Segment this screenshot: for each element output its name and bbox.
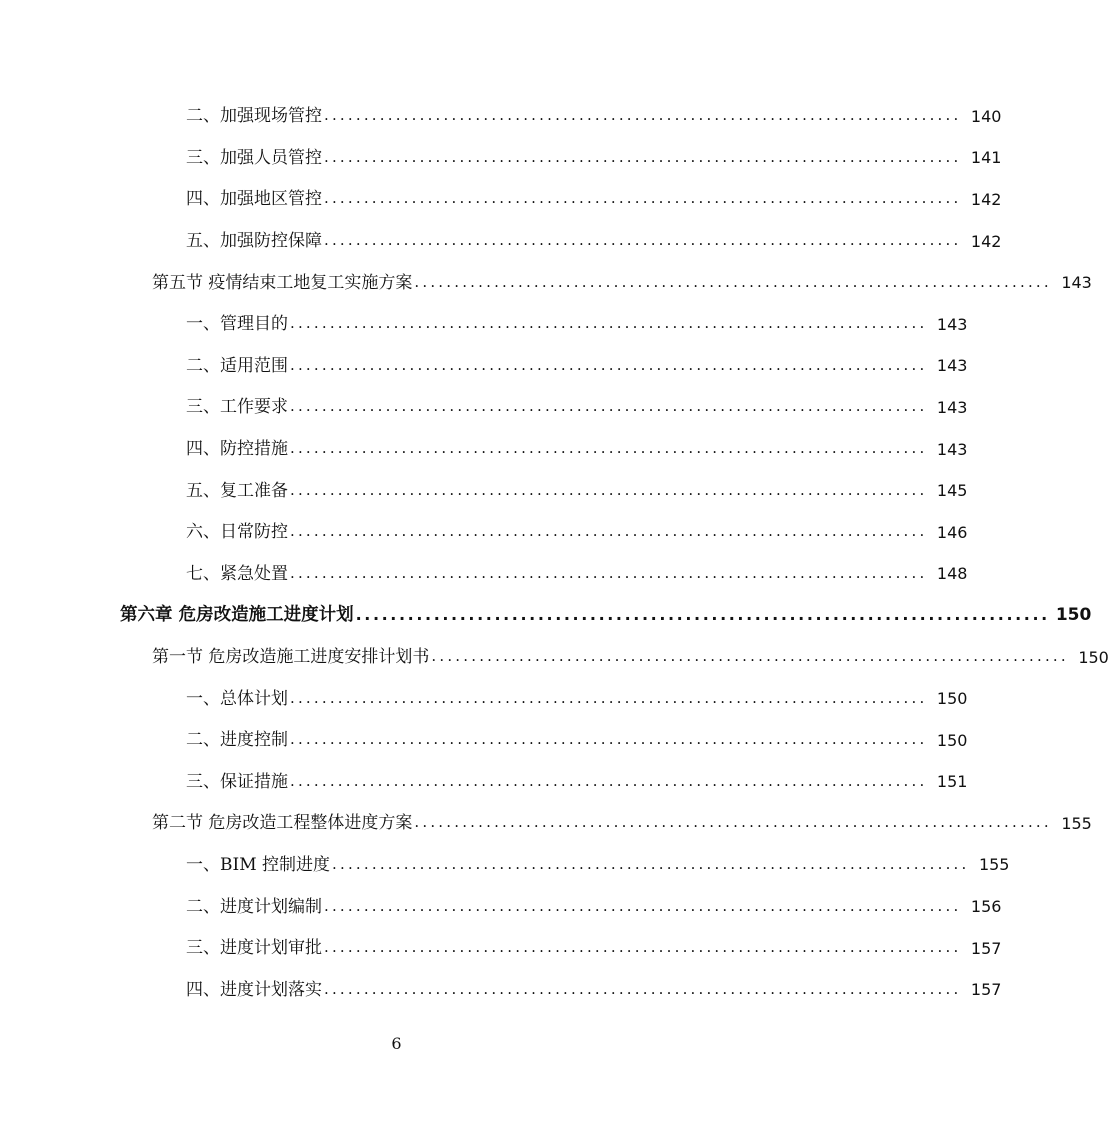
toc-entry-title: 六、日常防控 (186, 522, 288, 543)
toc-entry-page: 146 (936, 522, 968, 542)
toc-entry[interactable] (0, 969, 1002, 1011)
toc-dot-leader: ................................................................................ (355, 604, 1050, 624)
toc-entry[interactable] (0, 138, 1002, 180)
toc-entry-title: 三、加强人员管控 (186, 147, 322, 168)
toc-entry-page: 150 (1055, 605, 1092, 626)
toc-entry-page: 142 (970, 189, 1002, 209)
toc-dot-leader: ................................................................................ (290, 439, 928, 458)
toc-entry[interactable] (0, 470, 968, 512)
toc-entry-page: 142 (970, 231, 1002, 251)
toc-entry[interactable] (0, 179, 1002, 221)
toc-dot-leader: ................................................................................ (290, 730, 928, 749)
toc-entry[interactable] (0, 346, 968, 388)
toc-entry[interactable] (0, 720, 968, 762)
toc-entry-title: 二、进度计划编制 (186, 896, 322, 917)
toc-entry-page: 155 (978, 855, 1010, 875)
toc-dot-leader: ................................................................................ (290, 563, 928, 582)
toc-entry-page: 155 (1061, 813, 1092, 833)
toc-dot-leader: ................................................................................ (414, 272, 1052, 291)
toc-section-entry[interactable] (0, 637, 1109, 679)
toc-entry[interactable] (0, 678, 968, 720)
toc-entry-page: 148 (936, 564, 968, 584)
toc-entry[interactable] (0, 429, 968, 471)
toc-entry[interactable] (0, 886, 1002, 928)
toc-entry-title: 二、适用范围 (186, 355, 288, 376)
toc-entry-title: 一、BIM 控制进度 (186, 854, 331, 875)
toc-dot-leader: ................................................................................ (324, 979, 962, 998)
toc-entry-page: 141 (970, 148, 1002, 168)
toc-dot-leader: ................................................................................ (290, 771, 928, 790)
toc-entry-page: 150 (936, 730, 968, 750)
toc-entry-page: 143 (936, 314, 968, 334)
page-number: 6 (391, 1034, 402, 1053)
toc-entry-title: 二、加强现场管控 (186, 106, 322, 127)
toc-entry-page: 145 (936, 481, 968, 501)
toc-entry-title: 一、管理目的 (186, 314, 288, 335)
toc-section-entry[interactable] (0, 803, 1092, 845)
toc-dot-leader: ................................................................................ (324, 231, 962, 250)
toc-dot-leader: ................................................................................ (290, 688, 928, 707)
toc-entry[interactable] (0, 928, 1002, 970)
toc-entry[interactable] (0, 96, 1002, 138)
toc-dot-leader: ................................................................................ (290, 397, 928, 416)
toc-entry[interactable] (0, 554, 968, 596)
toc-entry-title: 第一节 危房改造施工进度安排计划书 (152, 647, 430, 668)
toc-entry-page: 157 (970, 980, 1002, 1000)
toc-section-entry[interactable] (0, 262, 1092, 304)
toc-entry[interactable] (0, 304, 968, 346)
toc-entry-title: 四、防控措施 (186, 439, 288, 460)
toc-entry[interactable] (0, 221, 1002, 263)
toc-dot-leader: ................................................................................ (324, 147, 962, 166)
toc-entry-title: 四、进度计划落实 (186, 979, 322, 1000)
toc-entry-page: 143 (1061, 273, 1092, 293)
toc-entry[interactable] (0, 387, 968, 429)
toc-dot-leader: ................................................................................ (324, 189, 962, 208)
toc-entry[interactable] (0, 512, 968, 554)
toc-entry-page: 143 (936, 439, 968, 459)
toc-dot-leader: ................................................................................ (290, 480, 928, 499)
toc-entry-title: 三、工作要求 (186, 397, 288, 418)
toc-dot-leader: ................................................................................ (290, 355, 928, 374)
toc-entry-page: 140 (970, 106, 1002, 126)
toc-entry-page: 143 (936, 356, 968, 376)
toc-entry-page: 157 (970, 938, 1002, 958)
toc-entry[interactable] (0, 845, 1010, 887)
toc-dot-leader: ................................................................................ (290, 522, 928, 541)
toc-entry-title: 第二节 危房改造工程整体进度方案 (152, 813, 413, 834)
toc-entry-title: 第六章 危房改造施工进度计划 (120, 605, 354, 626)
toc-entry-title: 五、复工准备 (186, 480, 288, 501)
table-of-contents (0, 96, 1109, 1011)
toc-dot-leader: ................................................................................ (324, 938, 962, 957)
toc-chapter-entry[interactable] (0, 595, 1092, 637)
toc-entry-title: 四、加强地区管控 (186, 189, 322, 210)
toc-dot-leader: ................................................................................ (324, 106, 962, 125)
toc-entry-page: 150 (936, 689, 968, 709)
toc-entry-title: 第五节 疫情结束工地复工实施方案 (152, 272, 413, 293)
toc-entry-page: 150 (1078, 647, 1109, 667)
toc-entry-page: 151 (936, 772, 968, 792)
toc-entry-title: 二、进度控制 (186, 730, 288, 751)
toc-dot-leader: ................................................................................ (332, 854, 970, 873)
toc-entry-title: 三、保证措施 (186, 771, 288, 792)
toc-entry-page: 143 (936, 397, 968, 417)
toc-entry-title: 七、紧急处置 (186, 563, 288, 584)
toc-entry-title: 三、进度计划审批 (186, 938, 322, 959)
toc-dot-leader: ................................................................................ (431, 647, 1069, 666)
toc-entry-title: 五、加强防控保障 (186, 231, 322, 252)
toc-entry-title: 一、总体计划 (186, 688, 288, 709)
toc-entry[interactable] (0, 762, 968, 804)
toc-dot-leader: ................................................................................ (290, 314, 928, 333)
toc-entry-page: 156 (970, 897, 1002, 917)
toc-dot-leader: ................................................................................ (324, 896, 962, 915)
toc-dot-leader: ................................................................................ (414, 813, 1052, 832)
